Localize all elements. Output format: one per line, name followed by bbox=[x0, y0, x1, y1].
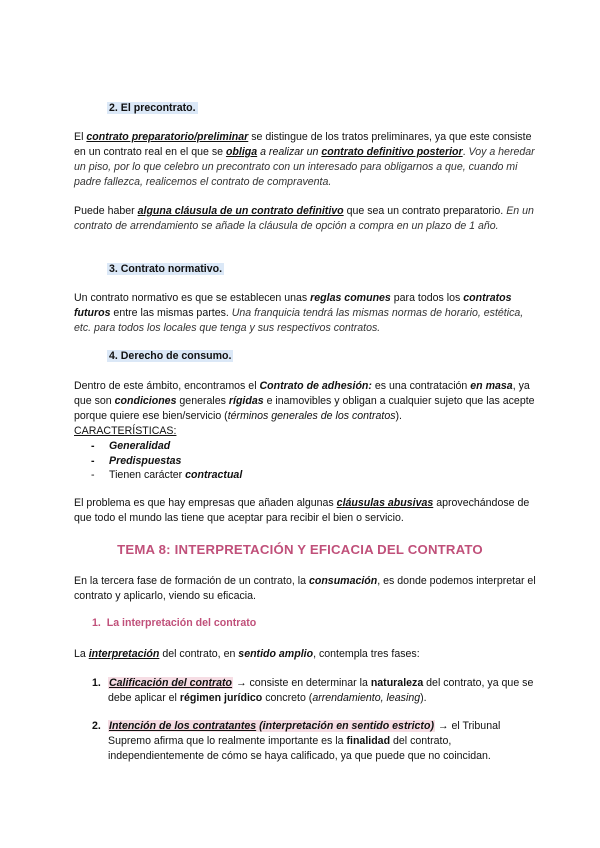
text-run: obliga bbox=[225, 146, 258, 158]
text-run: Contrato de adhesión: bbox=[259, 380, 372, 392]
text-run: a realizar un bbox=[257, 146, 322, 158]
characteristics-list bbox=[74, 439, 536, 483]
text-run: condiciones bbox=[114, 395, 177, 407]
text-run: 2. bbox=[92, 720, 101, 732]
text-run: 1. bbox=[92, 677, 101, 689]
text-run: , contempla tres fases: bbox=[313, 648, 420, 660]
example-precontrato: Voy a heredar un piso, por lo que celebro un precontrato con un interesado para obligarnos a que, cuando mi padre fallezca, realicemos el contrato de compraventa. bbox=[74, 146, 535, 188]
text-run: alguna cláusula de un contrato definitivo bbox=[137, 205, 344, 217]
text-run: consumación bbox=[308, 575, 378, 587]
text-run: arrendamiento, leasing bbox=[312, 692, 421, 704]
text-run: El problema es que hay empresas que añaden algunas bbox=[74, 497, 337, 509]
paragraph-precontrato bbox=[74, 130, 536, 190]
text-run: naturaleza bbox=[370, 677, 424, 689]
section-heading-precontrato bbox=[107, 101, 198, 116]
text-run: en masa bbox=[470, 380, 513, 392]
text-run: ). bbox=[420, 692, 427, 704]
section-heading-normativo bbox=[107, 262, 224, 277]
text-run: se distingue de los tratos preliminares, ya que este consiste en un contrato real en el que se bbox=[74, 131, 532, 158]
text-run: → consiste en determinar la bbox=[233, 677, 371, 689]
text-run: ) bbox=[430, 720, 434, 732]
text-run: Un contrato normativo es que se establecen unas bbox=[74, 292, 311, 304]
text-run: La bbox=[74, 648, 89, 660]
text-run: términos generales de los contratos bbox=[227, 410, 396, 422]
text-run: Tienen carácter bbox=[109, 469, 186, 481]
text-run: 1. bbox=[92, 617, 101, 629]
phase-calificacion bbox=[92, 676, 542, 706]
text-run: régimen jurídico bbox=[179, 692, 263, 704]
text-run: para todos los bbox=[390, 292, 464, 304]
text-run: que sea un contrato preparatorio. bbox=[343, 205, 504, 217]
text-run: - bbox=[91, 454, 95, 467]
text-run: Generalidad bbox=[109, 440, 171, 452]
chapter-title: TEMA 8: INTERPRETACIÓN Y EFICACIA DEL CONTRATO bbox=[117, 542, 483, 557]
text-run: , ya que son bbox=[74, 380, 530, 407]
text-run: Puede haber bbox=[74, 205, 138, 217]
text-run: Dentro de este ámbito, encontramos el bbox=[74, 380, 260, 392]
text-run: contractual bbox=[185, 469, 243, 481]
text-run: del contrato, ya que se debe aplicar el bbox=[108, 677, 534, 704]
text-run: : bbox=[173, 425, 177, 437]
text-run: - bbox=[91, 440, 95, 452]
text-run: El bbox=[74, 131, 87, 143]
text-run: Calificación del contrato bbox=[109, 677, 233, 689]
paragraph-adhesion bbox=[74, 379, 536, 483]
text-run: En la tercera fase de formación de un contrato, la bbox=[74, 575, 309, 587]
subsection-heading-interpretacion bbox=[92, 616, 256, 631]
text-run: , es donde podemos interpretar el contrato y aplicarlo, viendo su eficacia. bbox=[74, 575, 536, 602]
example-arrendamiento: En un contrato de arrendamiento se añade la cláusula de opción a compra en un plazo de 1 año. bbox=[74, 205, 534, 232]
text-run: generales bbox=[176, 395, 229, 407]
text-run: reglas comunes bbox=[310, 292, 391, 304]
text-run: interpretación en sentido estricto bbox=[262, 720, 431, 732]
paragraph-clausula bbox=[74, 204, 536, 234]
section-heading-consumo bbox=[107, 349, 233, 364]
list-item bbox=[74, 468, 536, 483]
paragraph-interpretacion bbox=[74, 647, 536, 662]
list-item bbox=[74, 439, 536, 454]
paragraph-normativo bbox=[74, 291, 536, 336]
paragraph-abusivas bbox=[74, 496, 536, 526]
text-run: del contrato, independientemente de cómo se haya calificado, ya que puede que no coincidan. bbox=[108, 735, 491, 762]
text-run: rígidas bbox=[228, 395, 264, 407]
text-run: sentido amplio bbox=[238, 648, 314, 660]
text-run: finalidad bbox=[346, 735, 391, 747]
text-run: entre las mismas partes. bbox=[110, 307, 232, 319]
text-run: e inamovibles y obligan a cualquier sujeto que las acepte porque quiere ese bien/servicio ( bbox=[74, 395, 535, 422]
text-run: → el Tribunal Supremo afirma que lo realmente importante es la bbox=[108, 720, 501, 747]
text-run: ). bbox=[395, 410, 403, 422]
text-run: - bbox=[91, 469, 95, 481]
text-run: cláusulas abusivas bbox=[336, 497, 434, 509]
text-run: es una contratación bbox=[371, 380, 471, 392]
text-run: ( bbox=[256, 720, 263, 732]
text-run: Intención de los contratantes bbox=[109, 720, 257, 732]
paragraph-consumacion bbox=[74, 574, 536, 604]
list-item bbox=[74, 454, 536, 469]
text-run: aprovechándose de que todo el mundo las tiene que aceptar para recibir el bien o servicio. bbox=[74, 497, 530, 524]
text-run: concreto ( bbox=[262, 692, 313, 704]
text-run: CARACTERÍSTICAS bbox=[74, 425, 174, 437]
text-run: La interpretación del contrato bbox=[106, 617, 257, 629]
text-run: 3. Contrato normativo. bbox=[109, 263, 223, 275]
text-run: interpretación bbox=[88, 648, 160, 660]
text-run: contrato preparatorio/preliminar bbox=[86, 131, 249, 143]
text-run: contratos futuros bbox=[74, 292, 512, 319]
caracteristicas-label bbox=[74, 425, 176, 437]
text-run: Predispuestas bbox=[109, 454, 182, 467]
text-run: 2. El precontrato. bbox=[109, 102, 196, 114]
example-franquicia: Una franquicia tendrá las mismas normas de horario, estética, etc. para todos los locales que tenga y sus respectivos contratos. bbox=[74, 307, 524, 334]
phase-intencion bbox=[92, 719, 542, 764]
text-run: . bbox=[462, 146, 466, 158]
text-run: del contrato, en bbox=[159, 648, 239, 660]
text-run: 4. Derecho de consumo. bbox=[109, 350, 232, 362]
text-run: contrato definitivo posterior bbox=[321, 146, 463, 158]
